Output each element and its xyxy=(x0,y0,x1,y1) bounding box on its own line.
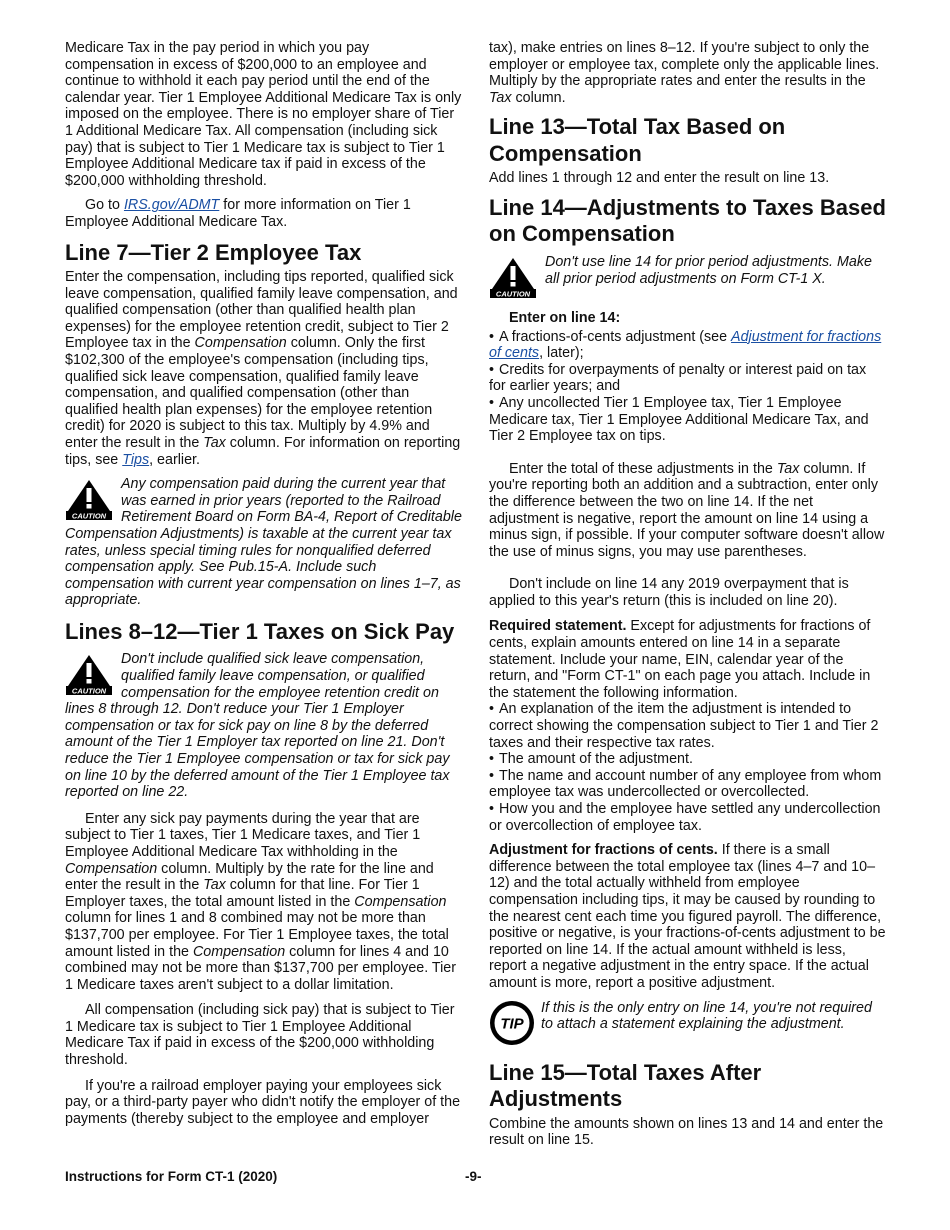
svg-text:CAUTION: CAUTION xyxy=(71,511,107,521)
tips-link[interactable]: Tips xyxy=(122,451,150,468)
text: Required statement. xyxy=(489,618,627,635)
list-item: • Any uncollected Tier 1 Employee tax, Tier 1 Employee Medicare tax, Tier 1 Employee Additional Medicare Tax, and Tier 2 Employee tax on tips. xyxy=(489,395,886,445)
text: Except for adjustments for fractions of cents, explain amounts entered on line 14 in a separate statement. Include your name, EIN, calendar year of the return, and "Form CT-1" on each page you attach. Include in the statement the following information. xyxy=(489,618,871,701)
text: Tax xyxy=(776,460,800,477)
text: column. Only the first $102,300 of the employee's compensation (including tips, qualified sick leave compensation, qualified family leave compensation, and qualified compensation (other than qualified health plan expenses) for the employee retention credit) for 2020 is subject to this tax. Multiply by 4.9% and enter the result in the xyxy=(65,335,433,451)
list-item xyxy=(489,329,886,362)
page-footer xyxy=(65,1169,885,1184)
paragraph-required-statement xyxy=(489,618,886,701)
text: If there is a small difference between the total employee tax (lines 4–7 and 10–12) and the total actually withheld from employee compensation including tips, it may be caused by rounding to the nearest cent each time you figured payroll. The difference, positive or negative, is your fractions-of-cents adjustment to be reported on line 14. If the actual amount withheld is less, report a negative adjustment in the entry space. If the actual amount is more, report a positive adjustment. xyxy=(489,842,886,991)
heading-line13: Line 13—Total Tax Based on Compensation xyxy=(489,114,786,166)
text: column for lines 4 and 10 combined may not be more than $137,700 per employee. Tier 1 Medicare taxes aren't subject to a dollar limitation. xyxy=(65,943,457,993)
text: column. For information on reporting tips, see xyxy=(65,434,461,468)
heading-line7: Line 7—Tier 2 Employee Tax xyxy=(65,239,362,265)
list-item: • Credits for overpayments of penalty or interest paid on tax for earlier years; and xyxy=(489,362,886,395)
text: Go to xyxy=(85,197,124,214)
irs-admt-link[interactable]: IRS.gov/ADMT xyxy=(123,197,220,214)
paragraph-goto xyxy=(65,197,462,230)
paragraph-fractions-of-cents xyxy=(489,842,886,991)
heading-line15: Line 15—Total Taxes After Adjustments xyxy=(489,1059,762,1112)
tip-note xyxy=(489,1000,886,1048)
svg-text:TIP: TIP xyxy=(500,1015,524,1033)
text: Compensation xyxy=(194,335,287,352)
heading-lines8-12: Lines 8–12—Tier 1 Taxes on Sick Pay xyxy=(65,618,455,644)
text: Compensation xyxy=(65,860,158,877)
text: column. xyxy=(511,89,566,106)
enter-on-line14-label: Enter on line 14: xyxy=(509,309,621,326)
text: for more information on Tier 1 Employee Additional Medicare Tax. xyxy=(65,197,411,230)
svg-text:CAUTION: CAUTION xyxy=(495,289,531,298)
caution-text: Don't use line 14 for prior period adjustments. Make all prior period adjustments on Form CT-1 X. xyxy=(545,253,872,287)
text: Tax xyxy=(203,434,226,451)
paragraph-total-adjustments xyxy=(489,461,886,561)
caution-text: Don't include qualified sick leave compensation, qualified family leave compensation, or qualified compensation for the employee retention credit on lines 8 through 12. Don't reduce your Tier 1 Employer compensation or tax for sick pay on line 8 by the deferred amount of the Tier 1 Employer tax reported on line 21. Don't reduce the Tier 1 Employee compensation or tax for sick pay on line 10 by the deferred amount of the Tier 1 Employee tax reported on line 22. xyxy=(65,651,450,801)
text: Enter the compensation, including tips reported, qualified sick leave compensation, qualified family leave compensation, and qualified compensation (other than qualified health plan expenses) for the employee retention credit, subject to Tier 2 Employee tax in the xyxy=(65,269,458,352)
heading-line14: Line 14—Adjustments to Taxes Based on Compensation xyxy=(489,194,886,247)
text: Adjustment for fractions of cents. xyxy=(489,842,718,859)
text: , later); xyxy=(539,345,584,362)
text: tax), make entries on lines 8–12. If you're subject to only the employer or employee tax, complete only the applicable lines. Multiply by the appropriate rates and enter the results in the xyxy=(489,40,880,90)
paragraph-line15: Combine the amounts shown on lines 13 and 14 and enter the result on line 15. xyxy=(489,1115,884,1149)
text: A fractions-of-cents adjustment (see xyxy=(499,328,732,345)
text: Compensation xyxy=(354,893,447,910)
caution-icon xyxy=(489,256,539,300)
text: column. Multiply by the rate for the line and enter the result in the xyxy=(65,860,434,894)
caution-icon xyxy=(65,478,115,522)
right-column xyxy=(489,40,886,1157)
svg-text:CAUTION: CAUTION xyxy=(71,686,107,696)
caution-note-2 xyxy=(65,651,462,800)
paragraph-railroad: If you're a railroad employer paying your employees sick pay, or a third-party payer who didn't notify the employer of the payments (thereby subject to the employee and employer xyxy=(65,1077,461,1127)
footer-title: Instructions for Form CT-1 (2020) xyxy=(65,1169,278,1184)
text: , earlier. xyxy=(149,451,200,468)
list-item: • The name and account number of any employee from whom employee tax was undercollected or overcollected. xyxy=(489,768,886,801)
text: column for lines 1 and 8 combined may not be more than $137,700 per employee. For Tier 1 Employee taxes, the total amount listed in the xyxy=(65,910,449,960)
list-item: • How you and the employee have settled any undercollection or overcollection of employee tax. xyxy=(489,801,886,834)
fractions-of-cents-link[interactable]: Adjustment for fractions of cents xyxy=(489,328,882,362)
tip-icon xyxy=(489,1000,535,1046)
text: Tax xyxy=(489,89,512,106)
paragraph-line7 xyxy=(65,269,462,468)
text: Tax xyxy=(203,877,226,894)
paragraph-line13: Add lines 1 through 12 and enter the result on line 13. xyxy=(489,170,830,187)
list-item: • An explanation of the item the adjustment is intended to correct showing the compensation subject to Tier 1 and Tier 2 taxes and their respective tax rates. xyxy=(489,701,886,751)
caution-icon xyxy=(65,653,115,697)
list-item: • The amount of the adjustment. xyxy=(489,751,886,768)
text: column. If you're reporting both an addition and a subtraction, enter only the difference between the two on line 14. If the net adjustment is negative, report the amount on line 14 using a minus sign, if possible. If your computer software doesn't allow the use of minus signs, you may use parentheses. xyxy=(489,460,885,560)
paragraph-all-compensation: All compensation (including sick pay) that is subject to Tier 1 Medicare tax is subject to Tier 1 Employee Additional Medicare Tax if paid in excess of the $200,000 withholding threshold. xyxy=(65,1002,455,1069)
text: Compensation xyxy=(192,943,286,960)
text: column for that line. For Tier 1 Employer taxes, the total amount listed in the xyxy=(65,877,420,910)
page-number: -9- xyxy=(465,1169,482,1184)
paragraph-sick-pay xyxy=(65,811,462,994)
caution-note-3 xyxy=(489,254,886,300)
caution-note-1 xyxy=(65,476,462,609)
paragraph-medicare: Medicare Tax in the pay period in which you pay compensation in excess of $200,000 to an employee and continue to withhold it each pay period until the end of the calendar year. Tier 1 Employee Additional Medicare Tax is only imposed on the employee. There is no employer share of Tier 1 Additional Medicare Tax. All compensation (including sick pay) that is subject to Tier 1 Medicare tax is subject to Tier 1 Employee Additional Medicare tax if paid in excess of the $200,000 withholding threshold. xyxy=(65,40,462,189)
text: Enter any sick pay payments during the year that are subject to Tier 1 taxes, Tier 1 Medicare taxes, and Tier 1 Employee Additional Medicare Tax withholding in the xyxy=(65,810,421,860)
tip-text: If this is the only entry on line 14, you're not required to attach a statement explaining the adjustment. xyxy=(541,999,872,1033)
paragraph-2019-overpayment: Don't include on line 14 any 2019 overpayment that is applied to this year's return (this is included on line 20). xyxy=(489,576,849,609)
left-column xyxy=(65,40,462,1136)
text: Enter the total of these adjustments in the xyxy=(509,460,777,477)
paragraph-continued xyxy=(489,40,886,106)
caution-text: Any compensation paid during the current year that was earned in prior years (reported to the Railroad Retirement Board on Form BA-4, Report of Creditable Compensation Adjustments) is taxable at the current year tax rates, unless special timing rules for nonqualified deferred compensation apply. See Pub.15-A. Include such compensation with current year compensation on lines 1–7, as appropriate. xyxy=(65,476,462,609)
